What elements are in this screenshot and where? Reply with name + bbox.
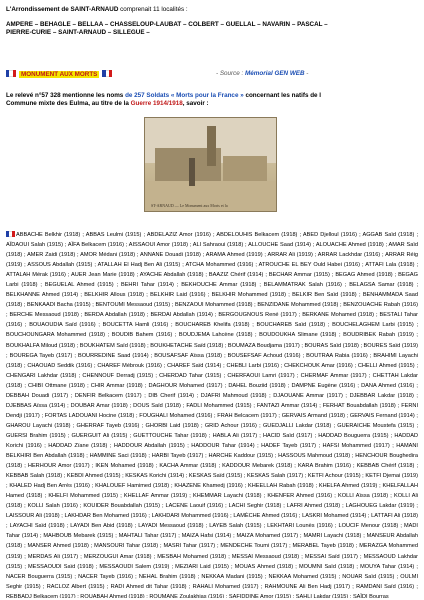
source-link[interactable]: Mémorial GEN WEB [245,70,305,77]
photo-tower [207,126,216,166]
soldier-names-list [6,230,418,598]
french-flag-icon [6,231,15,237]
releve-text-3: Commune mixte des Eulma, au titre de la [6,100,129,108]
soldier-count: de 257 Soldats « Morts pour la France » [125,92,244,99]
source-label: - Source : [216,70,244,77]
releve-text-1: Le relevé n°57 328 mentionne les noms [6,92,124,99]
war-period: Guerre 1914/1918 [130,100,183,108]
source-end: - [306,70,309,77]
monument-row [6,70,418,82]
photo-monument [189,158,195,186]
monument-label: MONUMENT AUX MORTS [21,71,98,78]
towns-line-2: PIERRE-CURIE – SAINT-ARNAUD – SILLEGUE – [6,29,150,37]
photo-building [223,156,267,182]
intro-line [6,6,418,15]
arrondissement-name: L'Arrondissement de SAINT-ARNAUD [6,6,119,13]
releve-text-2: concernant les natifs de l [245,92,322,99]
intro-block [6,6,418,38]
photo-caption: ST-ARNAUD — Le Monument aux Morts et la [151,203,228,208]
towns-line-1: AMPERE – BEHAGLE – BELLAA – CHASSELOUP-LAUBAT – COLBERT – GUELLAL – NAVARIN – PASCAL – [6,20,328,28]
soldier-names-text: ABBACHE Belkhir (1918) ; ABBAS Leulmi (1915) ; ABDELAZIZ Amor (1916) ; ABDELOUHIS Belkacem (1918) ; ABED Djelloul (1916) ; AGGAB Saïd (1918) ; AÏDAOUI Salah (1915) ; AÏFA Belkacem (1916) ; AISSAOUI Amor (1918) ; ALI Sahraoui (1918) ; ALLOUCHE Saad (1914) ; ALOUACHE Ahmed (1918) ; AMAR Saïd (1918) ; AMER Zaidi (1918) ; AMOR Médani (1918) ; ANNANE Douadi (1918) ; ARAMA Ahmed (1919) ; ARRAR Ali (1919) ; ARRAR Lackhdar (1916) ; ARRAR Réig (1919) ; ASSOUS Abdallah (1915) ; ATALLAH El Hadj Ben Ali (1915) ; ATCHA Mohammed (1916) ; ATROUCHE EL BEY Ould Habei (1916) ; ATTAFI Lala (1918) ; ATTALAH Mérak (1916) ; AUER Jean Marie (1918) ; AYACHE Abdallah (1918) ; BAAZIZ Chérif (1914) ; BECHAR Ammar (1915) ; BEGAG Ahmed (1918) ; BEGAG Larbi (1918) ; BEGUELAL Ahmed (1915) ; BEHRI Tahar (1914) ; BEKHOUCHE Ammar (1918) ; BELAMMATRAK Salah (1916) ; BELAGSA Samar (1918) ; BELKHANNE Ahmed (1914) ; BELKHIR Allous (1918) ; BELKHIR Laid (1916) ; BELKHIR Mohammed (1918) ; BELKIR Ben Saïd (1918) ; BENHAMMADA Saad (1918) ; BENKAADI Bacha (1915) ; BENTOUMI Messaoud (1915) ; BENZAOUI Mohammed (1918) ; BENZIDANE Mohammed (1918) ; BENZOUACHE Rabah (1916) ; BERCHE Messaoud (1918) ; BERDA Abdallah (1918) ; BERDAI Abdallah (1914) ; BERGOUGNOUS René (1917) ; BERKANE Mohamed (1918) ; BESTALI Tahar (1916) ; BOUAOUDIA Saïd (1916) ; BOUCETTA Hamli (1916) ; BOUCHAREB Khelifa (1918) ; BOUCHAREB Saïd (1918) ; BOUCHELAGHEM Larbi (1915) ; BOUCHOUNGARA Mohammed (1918) ; BOUDIB Bahem (1916) ; BOUDJEMA Lahcène (1918) ; BOUDOUKHA Slimane (1918) ; BOUDRIBEK Rabah (1919) ; BOUKHALFA Miloud (1918) ; BOUKHATEM Saïd (1918) ; BOUKHETACHE Saïd (1918) ; BOUMAZA Boudjama (1917) ; BOURAS Saïd (1918) ; BOURES Saïd (1919) ; BOUREGA Tayeb (1917) ; BOURREDINE Saad (1914) ; BOUSAFSAF Aïssa (1918) ; BOUSEFSAF Achoud (1916) ; BOUTRAA Rabia (1916) ; BRAHIMI Layachi (1918) ; CHAOUAD Seddik (1916) ; CHAREF Mébrouk (1916) ; CHAREF Saïd (1914) ; CHEBLI Larbi (1916) ; CHEKCHOUK Amar (1916) ; CHELLI Ahmed (1915) ; CHENGARI Lakhdar (1918) ; CHENNOUF Derradj (1915) ; CHERDAD Tahar (1915) ; CHERFAOUI Lamri (1917) ; CHERMAF Ammar (1917) ; CHETTAH Lakdar (1918) ; CHIBI Ottmane (1918) ; CHIR Ammar (1918) ; DAGHOUR Mohamed (1917) ; DAHEL Bouziid (1918) ; DAMPNE Eugène (1916) ; DANA Ahmed (1916) ; DEBBAH Douadi (1917) ; DENFIR Belkacem (1917) ; DIB Cherif (1914) ; DJAFRI Mahmoud (1918) ; DJAOUANE Ammar (1917) ; DJEBBAR Lakdar (1918) ; DJEBBAS Aïssa (1914) ; DOUBAR Amar (1918) ; DOUS Saïd (1918) ; FADLI Mohammed (1915) ; FANTAZI Ammar (1914) ; FERHAT Bouabdallah (1918) ; FERNI Dendji (1917) ; FORTAS LADOUANI Hocine (1918) ; FOUGHALI Mohamed (1916) ; FRAH Belcacem (1917) ; GERVAIS Armand (1918) ; GERVAIS Fernand (1914) ; GHAROU Layachi (1918) ; GHERRAF Tayeb (1916) ; GHORBI Laid (1918) ; GRID Achour (1916) ; GUEDJALLI Lakdar (1918) ; GUERAICHE Moustefa (1915) ; GUERSI Brahim (1915) ; GUERGUIT Ali (1915) ; GUETTOUCHE Tahar (1918) ; HABLA Ali (1917) ; HACID Saïd (1917) ; HADDAD Bouguerra (1915) ; HADDAD Korichi (1916) ; HADDAD Zïane (1918) ; HADDOUR Abdallah (1915) ; HADDOUR Tahar (1914) ; HADEF Tayeb (1917) ; HAFSI Mohammed (1917) ; HAMANI BELKHIRI Ben Abdallah (1918) ; HAMMINE Saci (1918) ; HARBI Tayeb (1917) ; HARCHE Kaddour (1915) ; HASSOUS Mahmoud (1918) ; HENCHOUR Boughedira (1918) ; HERHOUR Amor (1917) ; IKEN Mohamed (1918) ; KACHA Ammar (1918) ; KADDOUR Mebarek (1918) ; KARA Brahim (1916) ; KEBBAB Chérif (1918) ; KEBBAB Salah (1918) ; KEBDI Ahmed (1915) ; KESKAS Korichi (1914) ; KESKAS Saïd (1915) ; KESKAS Salah (1917) ; KETFI Achour (1915) ; KETFI Djemai (1919) ; KHALED Hadj Ben Arrès (1916) ; KHALOUEF Hamimed (1918) ; KHAZENE Khamedj (1916) ; KHEELLAH Rabah (1918) ; KHELFA Ahmed (1919) ; KHELFALLAH Hamed (1918) ; KHELFI Mohammed (1915) ; KHELLAF Ammar (1919) ; KHEMMAR Layachi (1918) ; KHENFER Ahmed (1916) ; KOLLI Aïssa (1918) ; KOLLI Ali (1918) ; KOLLI Salah (1916) ; KOUIDER Bouabdallah (1915) ; LACENE Laouif (1916) ; LACHI Seghir (1918) ; LAFRI Ahmed (1918) ; LAGHOUEG Lakdar (1919) ; LAISSOUR Ali (1918) ; LAKHDAR Ben Mohamed (1916) ; LAKHDARI Mohammed (1916) ; LAMÈCHE Ahmed (1916) ; LASKRI Mohamed (1914) ; LATTAFI Ali (1918) ; LAYACHI Saïd (1918) ; LAYADI Ben Abid (1918) ; LAYADI Messaoud (1918) ; LAYEB Salah (1915) ; LEKHTARI Lounès (1916) ; LOUCIF Menour (1918) ; MADI Tahar (1914) ; MAHBOUB Mebarek (1915) ; MAHTALI Tahar (1917) ; MAIZA Hafsi (1914) ; MAIZA Mohamed (1917) ; MAMRI Layachi (1918) ; MANSEUR Abdallah (1918) ; MANSER Ahmed (1918) ; MANSOURI Tahar (1918) ; MASRI Tahar (1917) ; MENDECHE Toumi (1917) ; MERABEL Tayeb (1918) ; MERAZGA Mohammed (1919) ; MERDAS Ali (1917) ; MERZOUGUI Amar (1918) ; MESBAH Mohamed (1918) ; MESSAI Messaoud (1918) ; MESSAI Saïd (1917) ; MESSAOUD Lakhdar (1915) ; MESSAOUDI Saïd (1918) ; MESSAOUDI Salem (1919) ; MEZIARI Laid (1915) ; MOUAS Ahmed (1918) ; MOUMNI Saïd (1918) ; MOUYA Tahar (1914) ; NACER Bouguerra (1915) ; NACER Tayeb (1916) ; NEHAL Brahim (1918) ; NEKKAA Madani (1915) ; NEKKAA Mohamed (1915) ; NOUAR Saïd (1915) ; OULMI Seghir (1915) ; RACLOZ Albert (1915) ; RADI Ahmed dit Tahar (1918) ; RAHALI Mohamed (1917) ; RAHMOUNE Ali Ben Hadj (1917) ; RAMDANI Saïd (1916) ; REBBADJ Belkacem (1917) ; ROUABAH Ahmed (1918) ; ROUMANE Zoulakhias (1916) ; SAFIDDINE Amor (1915) ; SAHLI Lakdar (1915) ; SAÏDI Bourras [6,232,418,598]
releve-paragraph [6,92,418,109]
source-note [216,70,308,77]
releve-text-4: , savoir : [182,100,209,108]
localities-count: comprenait 11 localités : [120,6,188,13]
french-flag-icon [102,70,112,77]
monument-photo [144,117,277,212]
french-flag-icon [6,70,16,77]
